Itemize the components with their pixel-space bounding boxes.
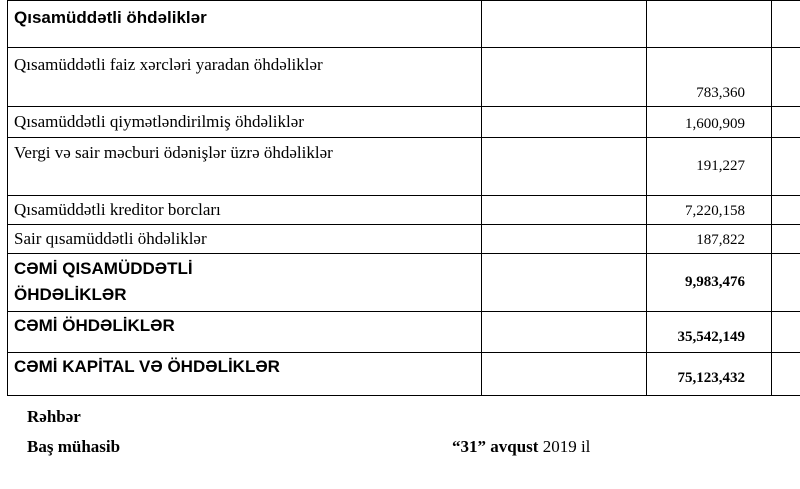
date-year: 2019 il xyxy=(542,437,591,456)
total-value: 9,983,476 xyxy=(685,274,745,290)
extra-cell xyxy=(772,1,800,48)
section-header-row xyxy=(8,1,800,48)
table-row xyxy=(8,138,800,196)
table-row xyxy=(8,48,800,107)
total-value: 35,542,149 xyxy=(677,329,745,345)
row-value: 191,227 xyxy=(696,158,745,174)
total-label: CƏMİ KAPİTAL VƏ ÖHDƏLİKLƏR xyxy=(14,357,280,376)
row-label: Qısamüddətli faiz xərcləri yaradan öhdəliklər xyxy=(14,55,323,74)
liabilities-table xyxy=(7,0,800,396)
row-label: Vergi və sair məcburi ödənişlər üzrə öhdəliklər xyxy=(14,143,333,162)
value-cell xyxy=(647,1,772,48)
table-row xyxy=(8,107,800,138)
section-title-cell xyxy=(8,1,482,48)
row-value: 1,600,909 xyxy=(685,116,745,132)
row-value: 187,822 xyxy=(696,232,745,248)
total-label: CƏMİ QISAMÜDDƏTLİ ÖHDƏLİKLƏR xyxy=(14,259,193,304)
total-row xyxy=(8,353,800,396)
row-label: Qısamüddətli kreditor borcları xyxy=(14,200,221,219)
total-label: CƏMİ ÖHDƏLİKLƏR xyxy=(14,316,175,335)
section-title: Qısamüddətli öhdəliklər xyxy=(14,8,207,27)
total-row xyxy=(8,254,800,312)
director-signature-label: Rəhbər xyxy=(27,407,81,426)
signature-footer xyxy=(27,402,787,462)
table-row xyxy=(8,196,800,225)
total-row xyxy=(8,312,800,353)
row-label: Qısamüddətli qiymətləndirilmiş öhdəliklər xyxy=(14,112,304,131)
total-value: 75,123,432 xyxy=(677,370,745,386)
row-label: Sair qısamüddətli öhdəliklər xyxy=(14,229,207,248)
document-date xyxy=(452,432,590,462)
row-value: 783,360 xyxy=(696,85,745,101)
date-day: “31” xyxy=(452,437,486,456)
note-cell xyxy=(482,1,647,48)
row-value: 7,220,158 xyxy=(685,203,745,219)
table-row xyxy=(8,225,800,254)
date-month: avqust xyxy=(490,437,539,456)
chief-accountant-signature-label: Baş mühasib xyxy=(27,437,121,456)
